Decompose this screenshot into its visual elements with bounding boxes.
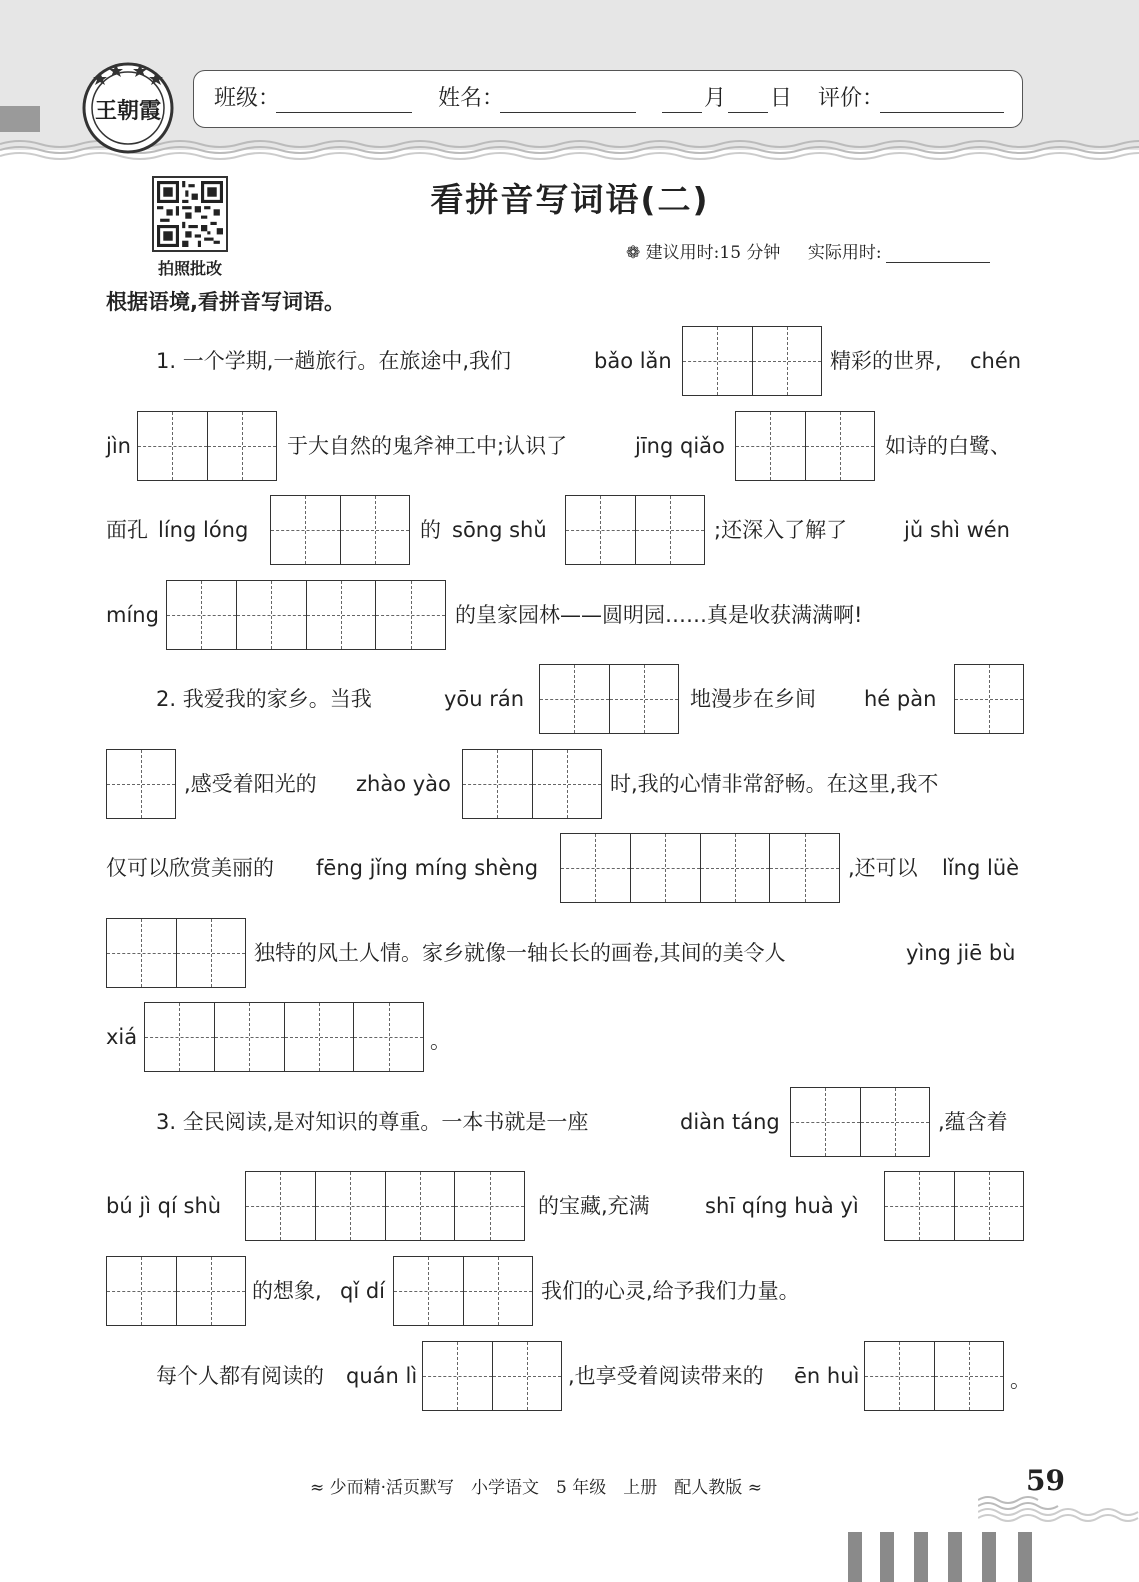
text-l1b: 精彩的世界,: [830, 349, 942, 373]
student-info-box: [193, 70, 1023, 128]
text-l5b: 地漫步在乡间: [690, 687, 816, 711]
name-label: 姓名：: [438, 86, 505, 111]
edge-bar: [1018, 1532, 1032, 1582]
pinyin-xia: xiá: [106, 1025, 138, 1049]
edge-bar: [982, 1532, 996, 1582]
text-l12a: 的想象,: [252, 1279, 322, 1303]
clock-flower-icon: ❁: [626, 243, 641, 263]
text-l4a: 的皇家园林——圆明园……真是收获满满啊!: [455, 603, 863, 627]
pinyin-feng-jing-ming-sheng: fēng jǐng míng shèng: [316, 856, 539, 880]
answer-grid-ying-jie-bu-xia[interactable]: [144, 1002, 424, 1072]
answer-grid-he-pan-2[interactable]: [106, 749, 176, 819]
text-l13b: ,也享受着阅读带来的: [568, 1364, 764, 1388]
pinyin-bao-lan: bǎo lǎn: [594, 349, 672, 373]
answer-grid-dian-tang[interactable]: [790, 1087, 930, 1157]
pinyin-jing-qiao: jīng qiǎo: [635, 434, 725, 458]
answer-grid-jing-qiao[interactable]: [735, 411, 875, 481]
text-l6a: ,感受着阳光的: [184, 772, 317, 796]
pinyin-zhao-yao: zhào yào: [356, 772, 451, 796]
text-l2b: 如诗的白鹭、: [885, 434, 1011, 458]
wave-icon-left: ≈: [310, 1478, 325, 1498]
pinyin-bu-ji-qi-shu: bú jì qí shù: [106, 1194, 222, 1218]
name-field[interactable]: [500, 112, 636, 113]
day-field[interactable]: [728, 112, 768, 113]
text-l13c: 。: [1010, 1368, 1031, 1392]
page-number: 59: [1026, 1464, 1065, 1497]
pinyin-en-hui: ēn huì: [794, 1364, 860, 1388]
answer-grid-song-shu[interactable]: [565, 495, 705, 565]
text-l7a: 仅可以欣赏美丽的: [106, 856, 274, 880]
text-l13a: 每个人都有阅读的: [156, 1364, 324, 1388]
pinyin-quan-li: quán lì: [346, 1364, 418, 1388]
qr-code[interactable]: [152, 176, 228, 252]
edge-bar: [948, 1532, 962, 1582]
pinyin-song-shu: sōng shǔ: [452, 518, 547, 542]
rating-field[interactable]: [880, 112, 1004, 113]
text-l3a: 面孔: [106, 518, 148, 542]
edge-bar: [880, 1532, 894, 1582]
side-tab: [0, 106, 40, 132]
text-l10b: ,蕴含着: [938, 1110, 1008, 1134]
month-field[interactable]: [662, 112, 702, 113]
suggested-time: 建议用时:15 分钟: [645, 243, 781, 263]
answer-grid-ju-shi-wen-ming[interactable]: [166, 580, 446, 650]
text-l2a: 于大自然的鬼斧神工中;认识了: [287, 434, 568, 458]
text-l3c: ;还深入了解了: [714, 518, 848, 542]
edge-bar: [914, 1532, 928, 1582]
footer: [310, 1473, 762, 1498]
wave-icon-right: ≈: [747, 1478, 762, 1498]
pinyin-chen: chén: [970, 349, 1022, 373]
text-l10a: 3. 全民阅读,是对知识的尊重。一本书就是一座: [156, 1110, 589, 1134]
pinyin-ming: míng: [106, 603, 159, 627]
answer-grid-shi-qing-hua-yi-2[interactable]: [106, 1256, 246, 1326]
text-l1a: 1. 一个学期,一趟旅行。在旅途中,我们: [156, 349, 512, 373]
answer-grid-bao-lan[interactable]: [682, 326, 822, 396]
pinyin-ling-lue: lǐng lüè: [942, 856, 1020, 880]
answer-grid-ling-long[interactable]: [270, 495, 410, 565]
rating-label: 评价：: [818, 86, 885, 111]
footer-text: 少而精·活页默写 小学语文 5 年级 上册 配人教版: [329, 1478, 743, 1498]
class-field[interactable]: [276, 112, 412, 113]
pinyin-ju-shi-wen: jǔ shì wén: [904, 518, 1010, 542]
month-label: 月: [704, 86, 727, 111]
answer-grid-en-hui[interactable]: [864, 1341, 1004, 1411]
brand-logo-seal: [80, 58, 176, 154]
actual-time-field[interactable]: [886, 248, 990, 263]
answer-grid-feng-jing-ming-sheng[interactable]: [560, 833, 840, 903]
text-l12b: 我们的心灵,给予我们力量。: [541, 1279, 800, 1303]
edge-bar: [848, 1532, 862, 1582]
pinyin-he-pan: hé pàn: [864, 687, 937, 711]
pinyin-dian-tang: diàn táng: [680, 1110, 780, 1134]
answer-grid-you-ran[interactable]: [539, 664, 679, 734]
svg-text:王朝霞: 王朝霞: [94, 98, 162, 124]
answer-grid-shi-qing-hua-yi-1[interactable]: [884, 1171, 1024, 1241]
text-l11a: 的宝藏,充满: [538, 1194, 650, 1218]
qr-code-icon: [157, 181, 223, 247]
text-l8a: 独特的风土人情。家乡就像一轴长长的画卷,其间的美令人: [254, 941, 786, 965]
qr-caption: 拍照批改: [157, 259, 222, 278]
answer-grid-he-pan-1[interactable]: [954, 664, 1024, 734]
text-l5a: 2. 我爱我的家乡。当我: [156, 687, 372, 711]
answer-grid-ling-lue[interactable]: [106, 918, 246, 988]
answer-grid-chen-jin[interactable]: [137, 411, 277, 481]
pinyin-shi-qing-hua-yi: shī qíng huà yì: [705, 1194, 859, 1218]
answer-grid-zhao-yao[interactable]: [462, 749, 602, 819]
page-title: 看拼音写词语(二): [430, 180, 710, 219]
instruction: 根据语境,看拼音写词语。: [106, 290, 345, 314]
answer-grid-quan-li[interactable]: [422, 1341, 562, 1411]
pinyin-jin: jìn: [106, 434, 131, 458]
pinyin-ying-jie-bu: yìng jiē bù: [906, 941, 1016, 965]
time-info: [626, 238, 990, 263]
pinyin-you-ran: yōu rán: [444, 687, 525, 711]
class-label: 班级：: [214, 86, 281, 111]
day-label: 日: [770, 86, 793, 111]
text-l3b: 的: [420, 518, 441, 542]
text-l9a: 。: [430, 1029, 451, 1053]
pinyin-ling-long: líng lóng: [158, 518, 249, 542]
answer-grid-bu-ji-qi-shu[interactable]: [245, 1171, 525, 1241]
actual-time-label: 实际用时:: [807, 243, 882, 263]
pinyin-qi-di: qǐ dí: [340, 1279, 386, 1303]
answer-grid-qi-di[interactable]: [393, 1256, 533, 1326]
text-l6b: 时,我的心情非常舒畅。在这里,我不: [610, 772, 939, 796]
text-l7b: ,还可以: [848, 856, 918, 880]
